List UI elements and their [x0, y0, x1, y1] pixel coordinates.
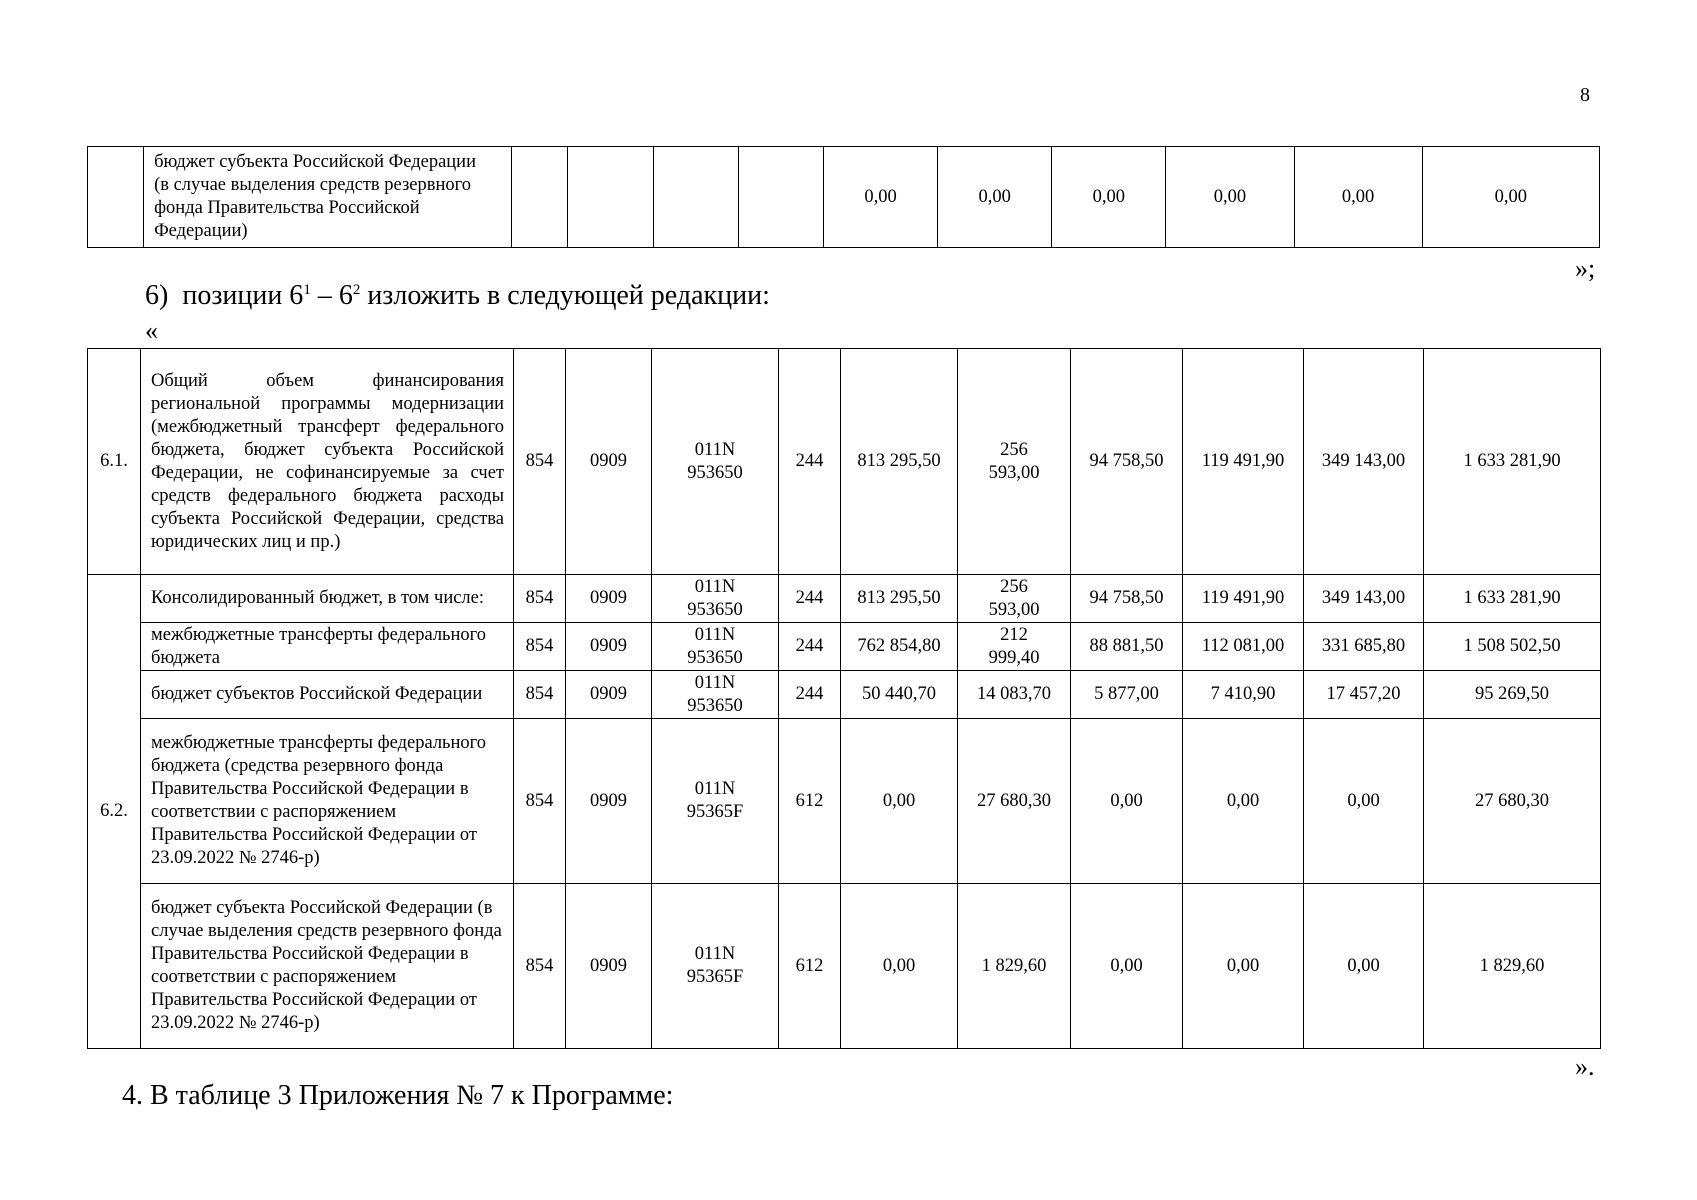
value-cell: 5 877,00	[1071, 671, 1183, 719]
code-cell	[652, 349, 779, 575]
code-cell: 0909	[566, 349, 652, 575]
value-cell: 0,00	[823, 147, 937, 248]
code-line: 011N	[694, 576, 736, 597]
value-cell	[958, 575, 1071, 623]
value-cell: 0,00	[938, 147, 1052, 248]
item-4-heading: 4. В таблице 3 Приложения № 7 к Программе:	[122, 1080, 674, 1111]
code-cell: 244	[779, 575, 841, 623]
value-cell: 112 081,00	[1183, 623, 1304, 671]
item-6-heading	[145, 280, 770, 312]
table-row	[88, 671, 1601, 719]
superscript: 1	[303, 282, 311, 298]
value-cell: 94 758,50	[1071, 349, 1183, 575]
code-line: 011N	[694, 779, 736, 799]
value-cell: 0,00	[1183, 884, 1304, 1049]
code-line: 011N	[694, 944, 736, 964]
code-line: 011N	[694, 624, 736, 645]
opening-quote: «	[145, 316, 158, 345]
value-cell: 119 491,90	[1183, 575, 1304, 623]
superscript: 2	[352, 282, 361, 298]
value-cell: 1 633 281,90	[1424, 575, 1601, 623]
value-cell: 0,00	[1052, 147, 1166, 248]
item-text: изложить в следующей редакции:	[360, 280, 770, 311]
value-cell: 349 143,00	[1304, 575, 1424, 623]
row-description: межбюджетные трансферты федерального бюджета	[141, 623, 514, 671]
code-cell: 244	[779, 671, 841, 719]
row-label: бюджет субъекта Российской Федерации (в случае выделения средств резервного фонда Правительства Российской Федерации)	[144, 147, 511, 248]
page-number: 8	[1580, 84, 1590, 106]
table-row	[88, 884, 1601, 1049]
value-cell: 1 829,60	[958, 884, 1071, 1049]
value-cell: 0,00	[841, 884, 958, 1049]
code-line: 953650	[687, 462, 743, 483]
value-line: 212	[1000, 624, 1028, 645]
code-cell: 244	[779, 349, 841, 575]
code-line: 011N	[694, 672, 736, 693]
closing-quote: ».	[1575, 1052, 1595, 1081]
value-cell: 7 410,90	[1183, 671, 1304, 719]
row-description: Общий объем финансирования региональной программы модернизации (межбюджетный трансферт федерального бюджета, бюджет субъекта Российской Федерации, не софинансируемые за счет средств федерального бюджета расходы субъекта Российской Федерации, средства юридических лиц и пр.)	[141, 349, 514, 575]
row-description: бюджет субъектов Российской Федерации	[141, 671, 514, 719]
value-cell: 88 881,50	[1071, 623, 1183, 671]
code-cell: 854	[514, 349, 566, 575]
code-cell: 854	[514, 719, 566, 884]
item-text: – 6	[310, 280, 353, 311]
table-cell	[653, 147, 738, 248]
code-cell: 0909	[566, 719, 652, 884]
value-cell: 14 083,70	[958, 671, 1071, 719]
code-cell: 854	[514, 884, 566, 1049]
code-cell	[652, 884, 779, 1049]
value-cell: 813 295,50	[841, 575, 958, 623]
code-line: 95365F	[686, 967, 744, 987]
row-description: межбюджетные трансферты федерального бюджета (средства резервного фонда Правительства Российской Федерации в соответствии с распоряжением Правительства Российской Федерации от 23.09.2022 № 2746-р)	[141, 719, 514, 884]
value-cell: 0,00	[1304, 884, 1424, 1049]
table-row	[88, 719, 1601, 884]
value-line: 256	[1000, 576, 1028, 597]
value-cell: 95 269,50	[1424, 671, 1601, 719]
code-line: 95365F	[686, 802, 744, 822]
value-cell: 762 854,80	[841, 623, 958, 671]
value-cell: 27 680,30	[1424, 719, 1601, 884]
closing-quote: »;	[1575, 254, 1596, 283]
value-cell: 94 758,50	[1071, 575, 1183, 623]
code-line: 953650	[687, 599, 743, 620]
value-cell: 0,00	[1304, 719, 1424, 884]
item-text: позиции 6	[182, 280, 304, 311]
value-cell: 0,00	[1294, 147, 1422, 248]
value-cell: 27 680,30	[958, 719, 1071, 884]
value-cell: 0,00	[1183, 719, 1304, 884]
value-cell: 331 685,80	[1304, 623, 1424, 671]
value-cell	[958, 623, 1071, 671]
value-line: 593,00	[988, 599, 1040, 620]
value-cell: 1 829,60	[1424, 884, 1601, 1049]
code-cell: 0909	[566, 884, 652, 1049]
row-number: 6.2.	[88, 575, 141, 1049]
row-description: Консолидированный бюджет, в том числе:	[141, 575, 514, 623]
code-cell	[652, 623, 779, 671]
code-line: 011N	[694, 439, 736, 460]
value-cell: 17 457,20	[1304, 671, 1424, 719]
value-cell: 119 491,90	[1183, 349, 1304, 575]
value-cell	[958, 349, 1071, 575]
row-description: бюджет субъекта Российской Федерации (в случае выделения средств резервного фонда Правительства Российской Федерации в соответствии с распоряжением Правительства Российской Федерации от 23.09.2022 № 2746-р)	[141, 884, 514, 1049]
item-prefix: 6)	[145, 280, 169, 311]
main-table	[87, 348, 1601, 1049]
value-line: 256	[1000, 439, 1028, 460]
table-cell	[738, 147, 823, 248]
table-row	[88, 623, 1601, 671]
table-cell	[88, 147, 144, 248]
value-cell: 813 295,50	[841, 349, 958, 575]
table-row	[88, 349, 1601, 575]
code-cell: 854	[514, 671, 566, 719]
value-line: 999,40	[988, 647, 1040, 668]
table-row	[88, 147, 1600, 248]
code-cell	[652, 719, 779, 884]
table-row	[88, 575, 1601, 623]
code-cell: 244	[779, 623, 841, 671]
code-cell: 0909	[566, 671, 652, 719]
value-cell: 50 440,70	[841, 671, 958, 719]
value-cell: 0,00	[1071, 719, 1183, 884]
row-number: 6.1.	[88, 349, 141, 575]
value-cell: 0,00	[1422, 147, 1599, 248]
table-cell	[511, 147, 567, 248]
table-cell	[567, 147, 653, 248]
code-cell: 854	[514, 575, 566, 623]
value-cell: 1 633 281,90	[1424, 349, 1601, 575]
value-cell: 1 508 502,50	[1424, 623, 1601, 671]
value-cell: 0,00	[1166, 147, 1294, 248]
code-line: 953650	[687, 647, 743, 668]
code-cell: 612	[779, 884, 841, 1049]
top-table	[87, 146, 1600, 248]
value-cell: 0,00	[841, 719, 958, 884]
code-cell: 854	[514, 623, 566, 671]
code-cell: 0909	[566, 623, 652, 671]
code-cell	[652, 575, 779, 623]
value-cell: 0,00	[1071, 884, 1183, 1049]
value-line: 593,00	[988, 462, 1040, 483]
code-line: 953650	[687, 695, 743, 716]
code-cell: 0909	[566, 575, 652, 623]
code-cell	[652, 671, 779, 719]
code-cell: 612	[779, 719, 841, 884]
value-cell: 349 143,00	[1304, 349, 1424, 575]
